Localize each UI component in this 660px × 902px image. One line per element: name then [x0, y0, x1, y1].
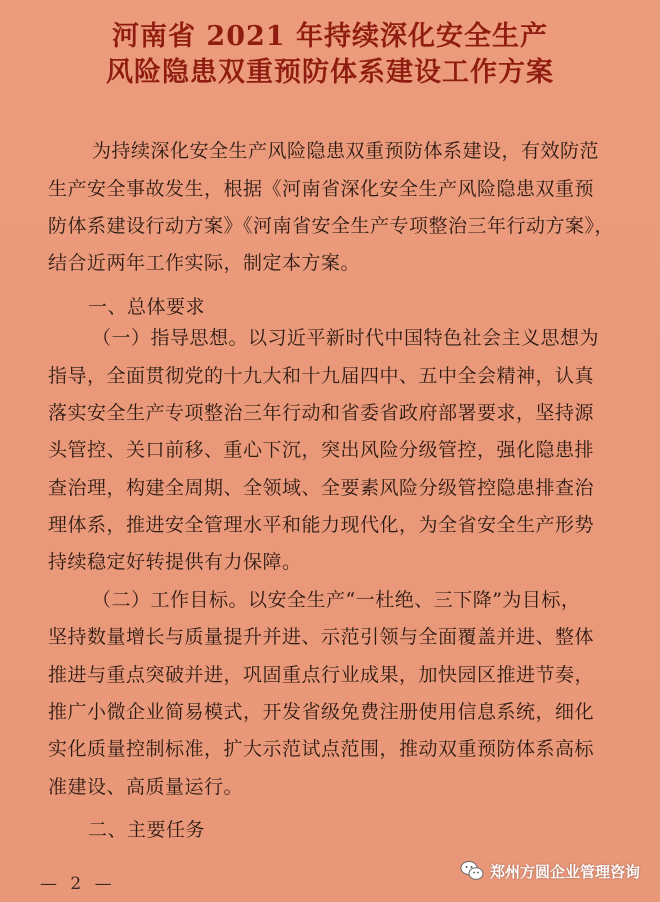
- intro-line: 为持续深化安全生产风险隐患双重预防体系建设，有效防范: [92, 140, 600, 162]
- wechat-icon: [460, 860, 484, 882]
- document-title-line-2: 风险隐患双重预防体系建设工作方案: [106, 57, 554, 88]
- intro-line: 防体系建设行动方案》《河南省安全生产专项整治三年行动方案》，: [48, 215, 615, 237]
- intro-line: 生产安全事故发生，根据《河南省深化安全生产风险隐患双重预: [48, 178, 595, 200]
- guiding-line: 查治理，构建全周期、全领域、全要素风险分级管控隐患排查治: [48, 477, 595, 499]
- goal-line: 实化质量控制标准，扩大示范试点范围，推动双重预防体系高标: [48, 738, 595, 760]
- section-heading-main-tasks: 二、主要任务: [88, 819, 206, 841]
- intro-line: 结合近两年工作实际，制定本方案。: [48, 252, 361, 274]
- page-number: — 2 —: [40, 874, 116, 894]
- section-heading-general-requirements: 一、总体要求: [88, 296, 206, 318]
- guiding-line: 指导，全面贯彻党的十九大和十九届四中、五中全会精神，认真: [48, 365, 595, 387]
- goal-line: 推广小微企业简易模式，开发省级免费注册使用信息系统，细化: [48, 701, 595, 723]
- goal-line: 坚持数量增长与质量提升并进、示范引领与全面覆盖并进、整体: [48, 626, 595, 648]
- guiding-line: （一）指导思想。以习近平新时代中国特色社会主义思想为: [92, 327, 600, 349]
- guiding-line: 持续稳定好转提供有力保障。: [48, 551, 302, 573]
- goal-line: 准建设、高质量运行。: [48, 776, 244, 798]
- guiding-line: 头管控、关口前移、重心下沉，突出风险分级管控，强化隐患排: [48, 439, 595, 461]
- watermark-text: 郑州方圆企业管理咨询: [489, 862, 640, 881]
- goal-line: （二）工作目标。以安全生产“一杜绝、三下降”为目标，: [92, 589, 581, 611]
- wechat-watermark: [460, 860, 640, 882]
- guiding-line: 理体系，推进安全管理水平和能力现代化，为全省安全生产形势: [48, 514, 595, 536]
- document-title-line-1: 河南省 2021 年持续深化安全生产: [112, 21, 548, 52]
- goal-line: 推进与重点突破并进，巩固重点行业成果，加快园区推进节奏，: [48, 664, 595, 686]
- guiding-line: 落实安全生产专项整治三年行动和省委省政府部署要求，坚持源: [48, 402, 595, 424]
